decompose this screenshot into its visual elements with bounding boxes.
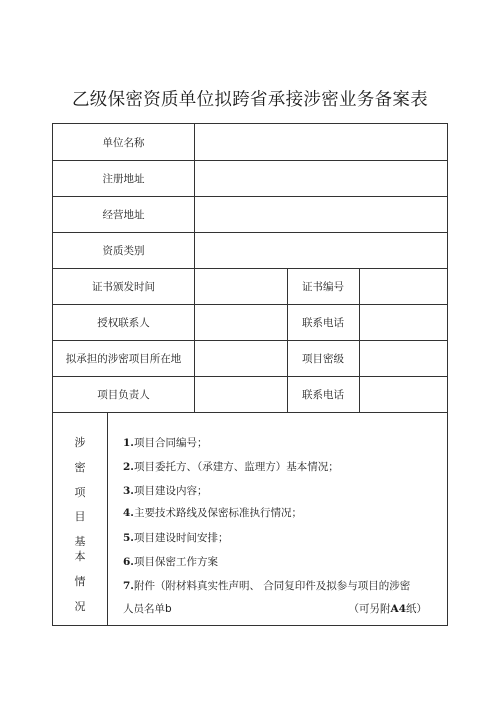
qual-type-field[interactable] (195, 232, 447, 268)
section-label-char: 密 (74, 461, 86, 474)
phone-label-1: 联系电话 (302, 316, 344, 329)
item-number: 4. (123, 507, 134, 519)
phone-label-2: 联系电话 (302, 388, 344, 401)
item-text: 项目建设时间安排； (133, 532, 229, 544)
filing-form-table (52, 123, 448, 626)
contact-field[interactable] (195, 304, 287, 340)
project-info-item (123, 459, 339, 474)
project-location-field[interactable] (195, 340, 287, 376)
item-number: 3. (123, 485, 134, 497)
project-info-item (123, 578, 410, 593)
note-suffix: 纸） (406, 603, 427, 615)
project-info-item (123, 435, 207, 450)
attachment-line-2: 人员名单b (123, 603, 172, 615)
item-number: 5. (123, 532, 134, 544)
cert-no-label: 证书编号 (302, 280, 344, 293)
item-text: 项目建设内容； (133, 485, 208, 497)
cert-date-label: 证书颁发时间 (92, 280, 155, 293)
phone-field-1[interactable] (360, 304, 447, 340)
form-title: 乙级保密资质单位拟跨省承接涉密业务备案表 (72, 90, 428, 110)
item-number: 2. (123, 461, 134, 473)
item-number: 6. (123, 556, 134, 568)
attachment-note (349, 601, 427, 616)
reg-address-label: 注册地址 (102, 172, 145, 185)
unit-name-field[interactable] (195, 124, 447, 160)
section-label-char: 况 (74, 600, 86, 613)
section-label-char: 情 (74, 575, 86, 588)
item-text: 项目保密工作方案 (133, 556, 218, 568)
section-label-char: 涉 (74, 436, 86, 449)
qual-type-label: 资质类别 (102, 244, 145, 257)
section-label-char: 本 (74, 550, 86, 563)
col-divider (107, 412, 108, 625)
cert-no-field[interactable] (360, 268, 447, 304)
note-paper-size: A4 (390, 603, 406, 615)
item-text: 项目委托方、（承建方、监理方）基本情况； (133, 461, 339, 473)
item-number: 7. (123, 580, 134, 592)
secret-level-label: 项目密级 (302, 352, 344, 365)
project-info-item (123, 530, 228, 545)
section-label-char: 项 (74, 486, 86, 499)
biz-address-label: 经营地址 (102, 208, 145, 221)
project-info-item (123, 483, 207, 498)
reg-address-field[interactable] (195, 160, 447, 196)
biz-address-field[interactable] (195, 196, 447, 232)
project-leader-label: 项目负责人 (97, 388, 150, 401)
item-number: 1. (123, 437, 134, 449)
project-leader-field[interactable] (195, 376, 287, 412)
project-info-item (123, 505, 302, 520)
cert-date-field[interactable] (195, 268, 287, 304)
project-location-label: 拟承担的涉密项目所在地 (65, 352, 182, 365)
item-text: 附件（附材料真实性声明、 合同复印件及拟参与项目的涉密 (133, 580, 411, 592)
section-label-char: 基 (74, 535, 86, 548)
item-text: 项目合同编号； (133, 437, 208, 449)
section-label-char: 目 (74, 510, 86, 523)
note-prefix: （可另附 (348, 603, 391, 615)
phone-field-2[interactable] (360, 376, 447, 412)
secret-level-field[interactable] (360, 340, 447, 376)
project-info-item (123, 554, 218, 569)
row-divider (53, 412, 447, 413)
unit-name-label: 单位名称 (102, 136, 145, 149)
item-text: 主要技术路线及保密标准执行情况； (133, 507, 302, 519)
contact-label: 授权联系人 (97, 316, 150, 329)
